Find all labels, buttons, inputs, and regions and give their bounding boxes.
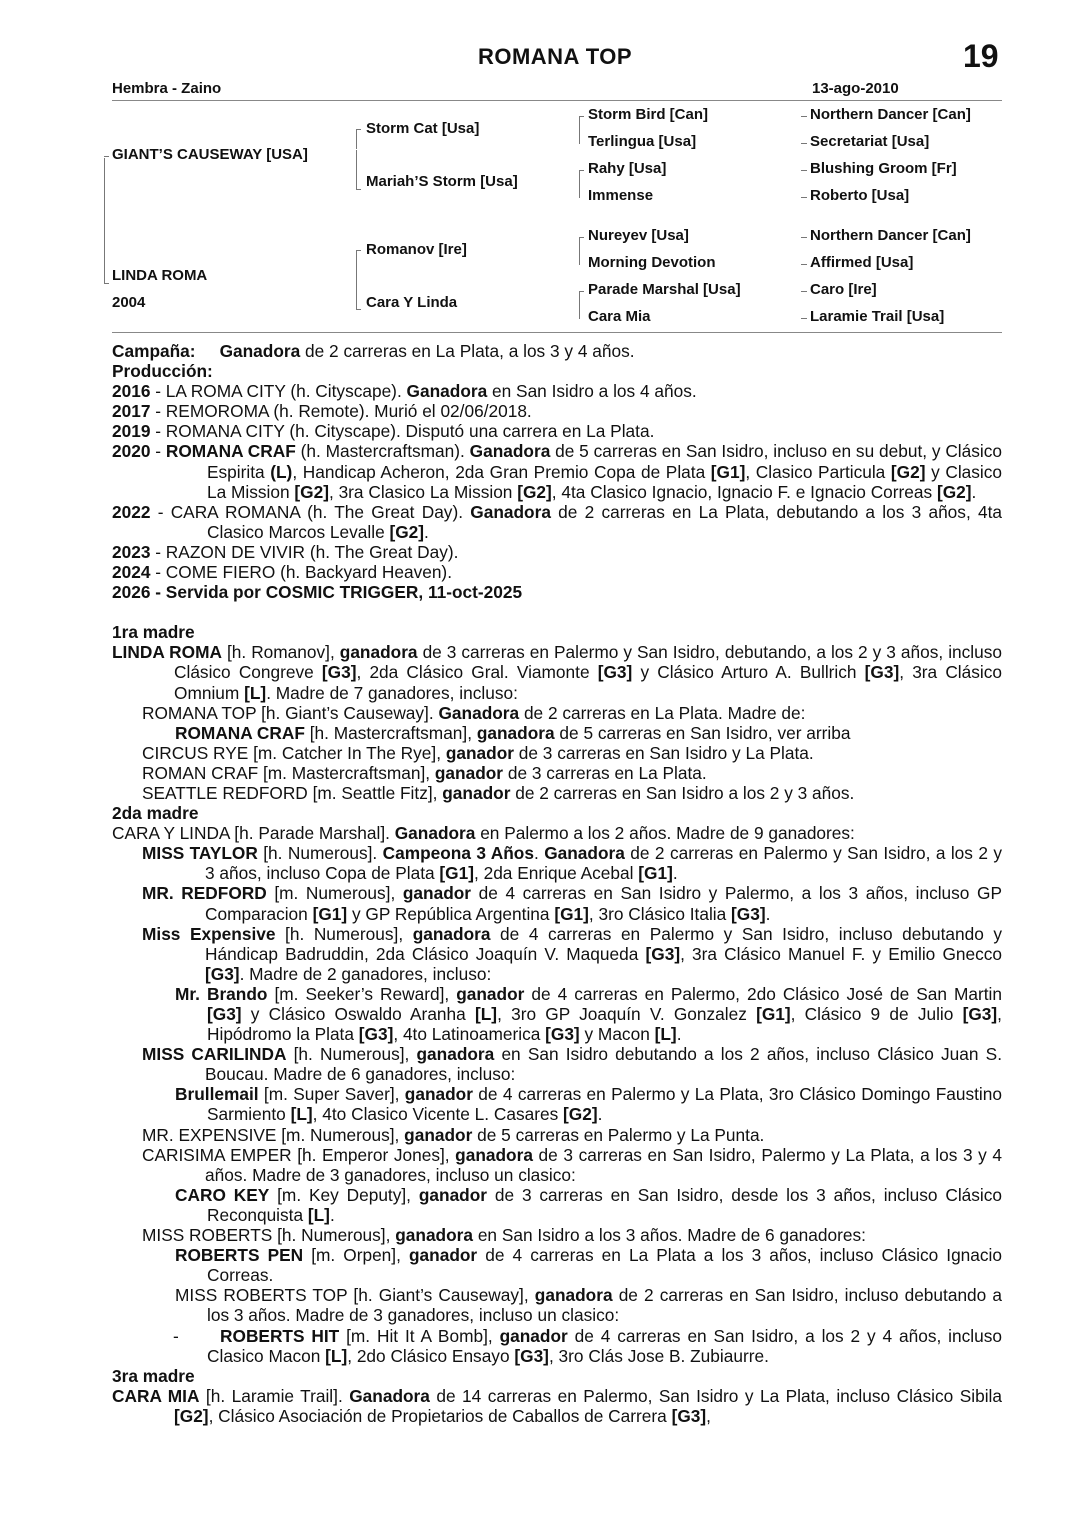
second-dam-main: CARA Y LINDA [h. Parade Marshal]. Ganadora en Palermo a los 2 años. Madre de 9 ganadores: [112,823,855,844]
pedigree-g4-1: Northern Dancer [Can] [810,106,971,123]
pedigree-g3-6: Morning Devotion [588,254,716,271]
sex-color: Hembra - Zaino [112,80,222,97]
pedigree-g3-1: Storm Bird [Can] [588,106,708,123]
bracket [356,150,361,190]
top-rule [112,100,1002,101]
bracket [579,291,584,319]
second-dam-produce-2: MR. REDFORD [m. Numerous], ganador de 4 carreras en San Isidro y Palermo, a los 3 años, incluso GP Comparacion [G1] y GP República Argentina [G1], 3ro Clásico Italia [G3]. [142,883,1002,924]
pedigree-rule [112,332,1002,333]
pedigree-g3-4: Immense [588,187,654,204]
pedigree-g4-8: Laramie Trail [Usa] [810,308,945,325]
production-2020: 2020 - ROMANA CRAF (h. Mastercraftsman). Ganadora de 5 carreras en San Isidro, incluso en su debut, y Clásico Espirita (L), Handicap Acheron, 2da Gran Premio Copa de Plata [G1], Clasico Particula [G2] y Clasico La Mission [G2], 3ra Clasico La Mission [G2], 4ta Clasico Ignacio, Ignacio F. e Ignacio Correas [G2]. [112,441,1002,502]
second-dam-produce-7-sub-3: - ROBERTS HIT [m. Hit It A Bomb], ganador de 4 carreras en San Isidro, a los 2 y 4 años, incluso Clasico Macon [L], 2do Clásico Ensayo [G3], 3ro Clás Jose B. Zubiaurre. [173,1325,1002,1366]
second-dam-produce-3: Miss Expensive [h. Numerous], ganadora de 4 carreras en Palermo y San Isidro, incluso debutando y Hándicap Badruddin, 2da Clásico Joaquín V. Maqueda [G3], 3ra Clásico Manuel F. y Emilio Gnecco [G3]. Madre de 2 ganadores, incluso: [142,923,1003,984]
third-dam-main: CARA MIA [h. Laramie Trail]. Ganadora de 14 carreras en Palermo, San Isidro y La Plata, incluso Clásico Sibila [G2], Clásico Asociación de Propietarios de Caballos de Carrera [G3], [112,1385,1002,1426]
dash [801,143,807,144]
production-2026: 2026 - Servida por COSMIC TRIGGER, 11-oct-2025 [112,582,523,603]
pedigree-g2-4: Cara Y Linda [366,294,458,311]
bracket [579,116,584,144]
second-dam-produce-3-sub: Mr. Brando [m. Seeker’s Reward], ganador de 4 carreras en Palermo, 2do Clásico José de San Martin [G3] y Clásico Oswaldo Aranha [L], 3ro GP Joaquín V. Gonzalez [G1], Clásico 9 de Julio [G3], Hipódromo la Plata [G3], 4to Latinoamerica [G3] y Macon [L]. [175,983,1002,1045]
dash [801,170,807,171]
pedigree-g4-7: Caro [Ire] [810,281,877,298]
second-dam-heading: 2da madre [112,803,199,824]
third-dam-heading: 3ra madre [112,1365,195,1386]
birth-date: 13-ago-2010 [812,80,899,97]
pedigree-dam-year: 2004 [112,294,146,311]
second-dam-produce-1: MISS TAYLOR [h. Numerous]. Campeona 3 Años. Ganadora de 2 carreras en Palermo y San Isidro, a los 2 y 3 años, incluso Copa de Plata [G1], 2da Enrique Acebal [G1]. [142,843,1003,884]
bracket [356,250,361,270]
page-number: 19 [963,38,999,74]
second-dam-produce-6-sub: CARO KEY [m. Key Deputy], ganador de 3 carreras en San Isidro, desde los 3 años, incluso Clásico Reconquista [L]. [175,1184,1003,1225]
production-2023: 2023 - RAZON DE VIVIR (h. The Great Day). [112,541,459,562]
first-dam-heading: 1ra madre [112,622,195,643]
pedigree-g3-7: Parade Marshal [Usa] [588,281,741,298]
dash [801,116,807,117]
production-2017: 2017 - REMOROMA (h. Remote). Murió el 02/06/2018. [112,401,532,422]
pedigree-g3-5: Nureyev [Usa] [588,227,689,244]
second-dam-produce-4: MISS CARILINDA [h. Numerous], ganadora en San Isidro debutando a los 2 años, incluso Clásico Juan S. Boucau. Madre de 6 ganadores, incluso: [142,1044,1002,1085]
pedigree-g2-3: Romanov [Ire] [366,241,467,258]
production-2016: 2016 - LA ROMA CITY (h. Cityscape). Ganadora en San Isidro a los 4 años. [112,381,697,402]
pedigree-dam: LINDA ROMA [112,267,208,284]
first-dam-main: LINDA ROMA [h. Romanov], ganadora de 3 carreras en Palermo y San Isidro, debutando, a los 2 y 3 años, incluso Clásico Congreve [G3], 2da Clásico Gral. Viamonte [G3] y Clásico Arturo A. Bullrich [G3], 3ra Clásico Omnium [L]. Madre de 7 ganadores, incluso: [112,642,1002,703]
production-heading: Producción: [112,361,213,382]
pedigree-g4-3: Blushing Groom [Fr] [810,160,957,177]
first-dam-produce-3: CIRCUS RYE [m. Catcher In The Rye], ganador de 3 carreras en San Isidro y La Plata. [142,742,814,763]
pedigree-g4-4: Roberto [Usa] [810,187,910,204]
bracket [356,270,361,310]
campaign-text: de 2 carreras en La Plata, a los 3 y 4 años. [300,341,635,361]
first-dam-produce-1: ROMANA TOP [h. Giant’s Causeway]. Ganadora de 2 carreras en La Plata. Madre de: [142,702,806,723]
first-dam-produce-4: ROMAN CRAF [m. Mastercraftsman], ganador de 3 carreras en La Plata. [142,762,707,783]
pedigree-g4-2: Secretariat [Usa] [810,133,930,150]
second-dam-produce-7-sub-1: ROBERTS PEN [m. Orpen], ganador de 4 carreras en La Plata a los 3 años, incluso Clásico Ignacio Correas. [175,1245,1002,1286]
pedigree-sire: GIANT’S CAUSEWAY [USA] [112,146,308,163]
pedigree-g3-3: Rahy [Usa] [588,160,667,177]
production-2024: 2024 - COME FIERO (h. Backyard Heaven). [112,562,452,583]
campaign-result: Ganadora [219,341,301,361]
campaign-label: Campaña: [112,341,196,361]
page-title: ROMANA TOP [477,44,633,69]
second-dam-produce-5: MR. EXPENSIVE [m. Numerous], ganador de 5 carreras en Palermo y La Punta. [142,1124,765,1145]
bracket [356,129,361,149]
dash [801,197,807,198]
second-dam-produce-7-sub-2: MISS ROBERTS TOP [h. Giant’s Causeway], ganadora de 2 carreras en San Isidro, incluso debutando a los 3 años. Madre de 3 ganadores, incluso un clasico: [175,1285,1003,1326]
pedigree-g3-8: Cara Mia [588,308,651,325]
bracket [579,170,584,198]
pedigree-g2-1: Storm Cat [Usa] [366,120,480,137]
dash [801,264,807,265]
campaign-line [112,341,1002,361]
second-dam-produce-4-sub: Brullemail [m. Super Saver], ganador de 4 carreras en Palermo y La Plata, 3ro Clásico Domingo Faustino Sarmiento [L], 4to Clasico Vicente L. Casares [G2]. [175,1084,1002,1125]
record-body [112,341,1002,1426]
pedigree-g2-2: Mariah’S Storm [Usa] [366,173,518,190]
pedigree-g3-2: Terlingua [Usa] [588,133,697,150]
production-2019: 2019 - ROMANA CITY (h. Cityscape). Disputó una carrera en La Plata. [112,421,655,442]
second-dam-produce-7: MISS ROBERTS [h. Numerous], ganadora en San Isidro a los 3 años. Madre de 6 ganadores: [142,1225,866,1246]
pedigree-g4-6: Affirmed [Usa] [810,254,914,271]
dash [801,291,807,292]
bracket [104,158,109,284]
production-2022: 2022 - CARA ROMANA (h. The Great Day). Ganadora de 2 carreras en La Plata, debutando a los 3 años, 4ta Clasico Marcos Levalle [G2]. [112,501,1003,542]
dash [801,318,807,319]
first-dam-produce-2: ROMANA CRAF [h. Mastercraftsman], ganadora de 5 carreras en San Isidro, ver arriba [175,722,851,743]
pedigree-g4-5: Northern Dancer [Can] [810,227,971,244]
bracket [579,237,584,265]
bracket [104,156,109,157]
second-dam-produce-6: CARISIMA EMPER [h. Emperor Jones], ganadora de 3 carreras en San Isidro, Palermo y La Plata, a los 3 y 4 años. Madre de 3 ganadores, incluso un clasico: [142,1144,1002,1185]
dash [801,237,807,238]
first-dam-produce-5: SEATTLE REDFORD [m. Seattle Fitz], ganador de 2 carreras en San Isidro a los 2 y 3 años. [142,782,855,803]
